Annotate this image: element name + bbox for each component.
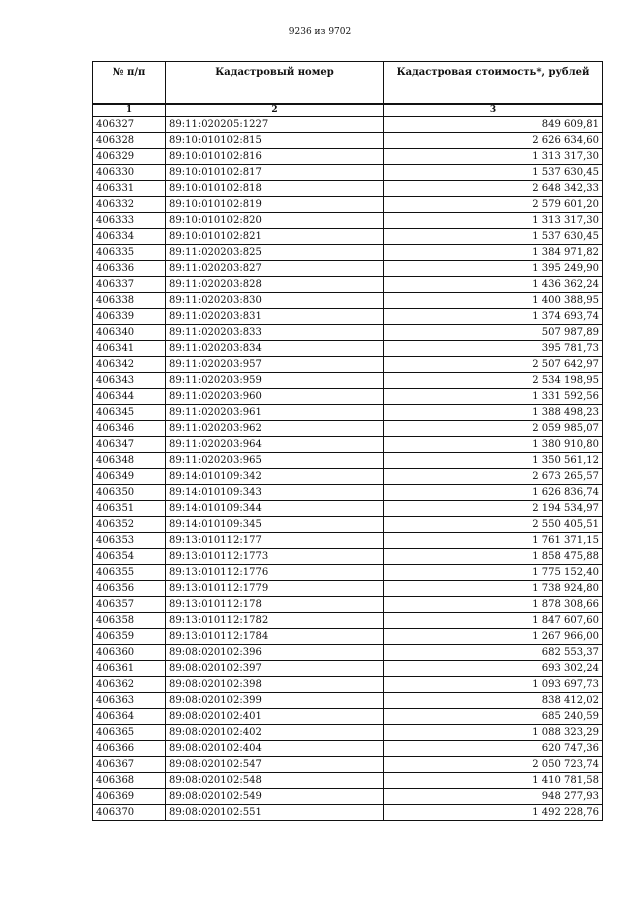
cadastral-number-cell: 89:10:010102:816 — [166, 149, 384, 165]
cadastral-value-cell: 1 380 910,80 — [384, 437, 603, 453]
table-row — [93, 677, 603, 693]
table-row — [93, 613, 603, 629]
cadastral-number-cell: 89:08:020102:396 — [166, 645, 384, 661]
cadastral-number-cell: 89:10:010102:819 — [166, 197, 384, 213]
cadastral-value-cell: 1 350 561,12 — [384, 453, 603, 469]
cadastral-value-cell: 2 534 198,95 — [384, 373, 603, 389]
row-number-cell: 406368 — [93, 773, 166, 789]
row-number-cell: 406362 — [93, 677, 166, 693]
cadastral-value-cell: 1 313 317,30 — [384, 213, 603, 229]
table-row — [93, 197, 603, 213]
cadastral-value-cell: 693 302,24 — [384, 661, 603, 677]
table-row — [93, 293, 603, 309]
row-number-cell: 406342 — [93, 357, 166, 373]
cadastral-number-cell: 89:11:020203:833 — [166, 325, 384, 341]
cadastral-number-cell: 89:11:020203:962 — [166, 421, 384, 437]
row-number-cell: 406337 — [93, 277, 166, 293]
cadastral-value-cell: 1 400 388,95 — [384, 293, 603, 309]
cadastral-number-cell: 89:08:020102:551 — [166, 805, 384, 821]
cadastral-number-cell: 89:13:010112:177 — [166, 533, 384, 549]
table-row — [93, 261, 603, 277]
row-number-cell: 406359 — [93, 629, 166, 645]
row-number-cell: 406335 — [93, 245, 166, 261]
row-number-cell: 406339 — [93, 309, 166, 325]
cadastral-value-cell: 1 436 362,24 — [384, 277, 603, 293]
table-row — [93, 725, 603, 741]
table-row — [93, 661, 603, 677]
table-row — [93, 517, 603, 533]
cadastral-number-cell: 89:08:020102:549 — [166, 789, 384, 805]
cadastral-number-cell: 89:10:010102:820 — [166, 213, 384, 229]
cadastral-value-cell: 1 384 971,82 — [384, 245, 603, 261]
column-number: 2 — [166, 104, 384, 117]
cadastral-number-cell: 89:11:020203:961 — [166, 405, 384, 421]
row-number-cell: 406332 — [93, 197, 166, 213]
cadastral-number-cell: 89:08:020102:401 — [166, 709, 384, 725]
cadastral-number-cell: 89:14:010109:345 — [166, 517, 384, 533]
row-number-cell: 406345 — [93, 405, 166, 421]
row-number-cell: 406355 — [93, 565, 166, 581]
table-row — [93, 325, 603, 341]
table-body — [93, 117, 603, 821]
cadastral-value-cell: 1 410 781,58 — [384, 773, 603, 789]
table-row — [93, 181, 603, 197]
row-number-cell: 406366 — [93, 741, 166, 757]
table-row — [93, 789, 603, 805]
cadastral-number-cell: 89:14:010109:342 — [166, 469, 384, 485]
table-row — [93, 533, 603, 549]
table-row — [93, 805, 603, 821]
cadastral-number-cell: 89:10:010102:821 — [166, 229, 384, 245]
cadastral-value-cell: 2 507 642,97 — [384, 357, 603, 373]
cadastral-number-cell: 89:10:010102:817 — [166, 165, 384, 181]
cadastral-number-cell: 89:08:020102:397 — [166, 661, 384, 677]
cadastral-value-cell: 1 492 228,76 — [384, 805, 603, 821]
table-row — [93, 165, 603, 181]
table-row — [93, 341, 603, 357]
cadastral-value-cell: 2 673 265,57 — [384, 469, 603, 485]
cadastral-number-cell: 89:13:010112:1779 — [166, 581, 384, 597]
row-number-cell: 406360 — [93, 645, 166, 661]
cadastral-number-cell: 89:11:020203:964 — [166, 437, 384, 453]
cadastral-value-cell: 685 240,59 — [384, 709, 603, 725]
header-cadastral-number: Кадастровый номер — [166, 62, 384, 105]
table-row — [93, 453, 603, 469]
cadastral-value-cell: 2 579 601,20 — [384, 197, 603, 213]
table-row — [93, 389, 603, 405]
table-row — [93, 213, 603, 229]
row-number-cell: 406357 — [93, 597, 166, 613]
row-number-cell: 406364 — [93, 709, 166, 725]
row-number-cell: 406340 — [93, 325, 166, 341]
cadastral-value-cell: 1 374 693,74 — [384, 309, 603, 325]
cadastral-number-cell: 89:11:020203:957 — [166, 357, 384, 373]
table-row — [93, 437, 603, 453]
row-number-cell: 406347 — [93, 437, 166, 453]
column-number-row — [93, 104, 603, 117]
row-number-cell: 406327 — [93, 117, 166, 133]
row-number-cell: 406336 — [93, 261, 166, 277]
cadastral-number-cell: 89:11:020203:831 — [166, 309, 384, 325]
cadastral-value-cell: 1 738 924,80 — [384, 581, 603, 597]
header-cadastral-value: Кадастровая стоимость*, рублей — [384, 62, 603, 105]
cadastral-value-cell: 395 781,73 — [384, 341, 603, 357]
row-number-cell: 406365 — [93, 725, 166, 741]
cadastral-value-cell: 620 747,36 — [384, 741, 603, 757]
cadastral-number-cell: 89:10:010102:815 — [166, 133, 384, 149]
cadastral-value-cell: 1 878 308,66 — [384, 597, 603, 613]
row-number-cell: 406349 — [93, 469, 166, 485]
cadastral-value-cell: 1 858 475,88 — [384, 549, 603, 565]
table-row — [93, 309, 603, 325]
cadastral-value-cell: 682 553,37 — [384, 645, 603, 661]
cadastral-value-cell: 1 761 371,15 — [384, 533, 603, 549]
cadastral-number-cell: 89:08:020102:404 — [166, 741, 384, 757]
cadastral-number-cell: 89:13:010112:1784 — [166, 629, 384, 645]
cadastral-number-cell: 89:08:020102:399 — [166, 693, 384, 709]
row-number-cell: 406348 — [93, 453, 166, 469]
cadastral-value-cell: 1 537 630,45 — [384, 229, 603, 245]
cadastral-value-cell: 1 626 836,74 — [384, 485, 603, 501]
cadastral-number-cell: 89:11:020203:834 — [166, 341, 384, 357]
cadastral-value-cell: 1 847 607,60 — [384, 613, 603, 629]
cadastral-number-cell: 89:11:020203:960 — [166, 389, 384, 405]
row-number-cell: 406369 — [93, 789, 166, 805]
header-row-number: № п/п — [93, 62, 166, 105]
row-number-cell: 406358 — [93, 613, 166, 629]
column-number: 1 — [93, 104, 166, 117]
cadastral-table — [92, 61, 603, 821]
cadastral-value-cell: 1 388 498,23 — [384, 405, 603, 421]
row-number-cell: 406353 — [93, 533, 166, 549]
row-number-cell: 406363 — [93, 693, 166, 709]
cadastral-number-cell: 89:10:010102:818 — [166, 181, 384, 197]
table-row — [93, 773, 603, 789]
cadastral-value-cell: 948 277,93 — [384, 789, 603, 805]
cadastral-value-cell: 1 313 317,30 — [384, 149, 603, 165]
table-header-row — [93, 62, 603, 105]
row-number-cell: 406329 — [93, 149, 166, 165]
cadastral-number-cell: 89:14:010109:343 — [166, 485, 384, 501]
cadastral-value-cell: 2 050 723,74 — [384, 757, 603, 773]
cadastral-number-cell: 89:08:020102:547 — [166, 757, 384, 773]
table-row — [93, 245, 603, 261]
cadastral-number-cell: 89:11:020203:965 — [166, 453, 384, 469]
row-number-cell: 406350 — [93, 485, 166, 501]
cadastral-number-cell: 89:08:020102:402 — [166, 725, 384, 741]
row-number-cell: 406331 — [93, 181, 166, 197]
table-row — [93, 277, 603, 293]
cadastral-number-cell: 89:11:020203:827 — [166, 261, 384, 277]
row-number-cell: 406370 — [93, 805, 166, 821]
cadastral-number-cell: 89:11:020203:828 — [166, 277, 384, 293]
table-row — [93, 229, 603, 245]
cadastral-number-cell: 89:11:020203:825 — [166, 245, 384, 261]
cadastral-value-cell: 838 412,02 — [384, 693, 603, 709]
page-number: 9236 из 9702 — [288, 27, 352, 37]
cadastral-number-cell: 89:13:010112:178 — [166, 597, 384, 613]
cadastral-value-cell: 1 088 323,29 — [384, 725, 603, 741]
cadastral-value-cell: 849 609,81 — [384, 117, 603, 133]
cadastral-number-cell: 89:11:020203:830 — [166, 293, 384, 309]
table-row — [93, 133, 603, 149]
table-row — [93, 373, 603, 389]
table-row — [93, 469, 603, 485]
row-number-cell: 406361 — [93, 661, 166, 677]
row-number-cell: 406346 — [93, 421, 166, 437]
cadastral-number-cell: 89:14:010109:344 — [166, 501, 384, 517]
cadastral-value-cell: 1 395 249,90 — [384, 261, 603, 277]
table-row — [93, 693, 603, 709]
cadastral-number-cell: 89:08:020102:548 — [166, 773, 384, 789]
row-number-cell: 406334 — [93, 229, 166, 245]
table-row — [93, 149, 603, 165]
table-row — [93, 645, 603, 661]
cadastral-number-cell: 89:11:020205:1227 — [166, 117, 384, 133]
row-number-cell: 406351 — [93, 501, 166, 517]
cadastral-number-cell: 89:08:020102:398 — [166, 677, 384, 693]
cadastral-value-cell: 1 093 697,73 — [384, 677, 603, 693]
table-row — [93, 405, 603, 421]
table-row — [93, 421, 603, 437]
cadastral-value-cell: 2 550 405,51 — [384, 517, 603, 533]
cadastral-value-cell: 1 267 966,00 — [384, 629, 603, 645]
table-row — [93, 357, 603, 373]
table-row — [93, 501, 603, 517]
cadastral-number-cell: 89:13:010112:1776 — [166, 565, 384, 581]
column-number: 3 — [384, 104, 603, 117]
row-number-cell: 406344 — [93, 389, 166, 405]
table-row — [93, 549, 603, 565]
table-row — [93, 757, 603, 773]
cadastral-value-cell: 1 537 630,45 — [384, 165, 603, 181]
row-number-cell: 406352 — [93, 517, 166, 533]
table-row — [93, 581, 603, 597]
row-number-cell: 406338 — [93, 293, 166, 309]
row-number-cell: 406354 — [93, 549, 166, 565]
row-number-cell: 406367 — [93, 757, 166, 773]
cadastral-value-cell: 1 775 152,40 — [384, 565, 603, 581]
row-number-cell: 406343 — [93, 373, 166, 389]
table-row — [93, 485, 603, 501]
table-row — [93, 565, 603, 581]
cadastral-number-cell: 89:11:020203:959 — [166, 373, 384, 389]
cadastral-value-cell: 2 059 985,07 — [384, 421, 603, 437]
cadastral-value-cell: 1 331 592,56 — [384, 389, 603, 405]
cadastral-value-cell: 2 626 634,60 — [384, 133, 603, 149]
table-row — [93, 597, 603, 613]
cadastral-value-cell: 2 648 342,33 — [384, 181, 603, 197]
row-number-cell: 406333 — [93, 213, 166, 229]
table-row — [93, 117, 603, 133]
cadastral-number-cell: 89:13:010112:1773 — [166, 549, 384, 565]
table-row — [93, 629, 603, 645]
row-number-cell: 406356 — [93, 581, 166, 597]
cadastral-number-cell: 89:13:010112:1782 — [166, 613, 384, 629]
cadastral-value-cell: 2 194 534,97 — [384, 501, 603, 517]
row-number-cell: 406328 — [93, 133, 166, 149]
table-row — [93, 741, 603, 757]
table-row — [93, 709, 603, 725]
cadastral-value-cell: 507 987,89 — [384, 325, 603, 341]
row-number-cell: 406330 — [93, 165, 166, 181]
row-number-cell: 406341 — [93, 341, 166, 357]
